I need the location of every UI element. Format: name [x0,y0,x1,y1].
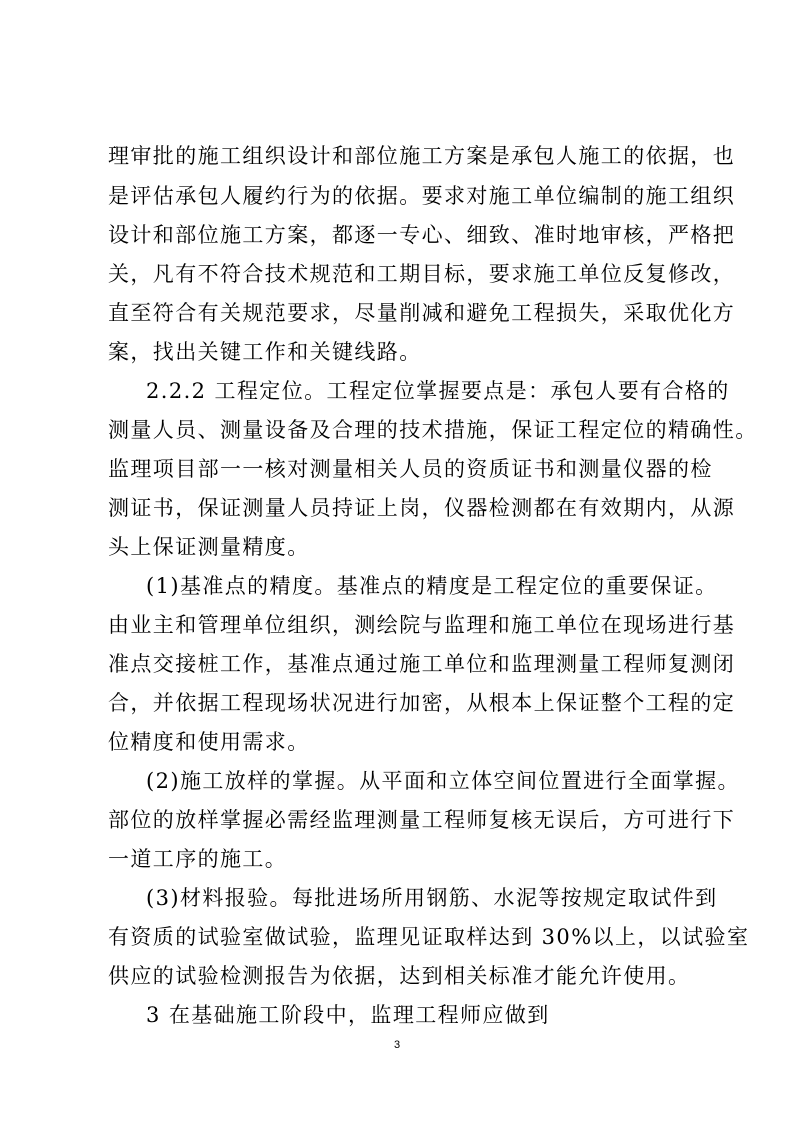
text-line-6: 案，找出关键工作和关键线路。 [108,340,422,364]
text-line-11: 头上保证测量精度。 [108,535,310,559]
item-1-heading: (1)基准点的精度。基准点的精度是工程定位的重要保证。 [146,574,718,598]
text-line-18: 部位的放样掌握必需经监理测量工程师复核无误后，方可进行下 [108,808,736,832]
text-line-10: 测证书，保证测量人员持证上岗，仪器检测都在有效期内，从源 [108,496,736,520]
text-line-13: 由业主和管理单位组织，测绘院与监理和施工单位在现场进行基 [108,613,736,637]
section-heading-3: 3 在基础施工阶段中，监理工程师应做到 [146,1003,550,1027]
text-line-2: 是评估承包人履约行为的依据。要求对施工单位编制的施工组织 [108,184,736,208]
text-line-8: 测量人员、测量设备及合理的技术措施，保证工程定位的精确性。 [108,418,758,442]
text-line-21: 有资质的试验室做试验，监理见证取样达到 30%以上，以试验室 [108,925,750,949]
page-number: 3 [393,1039,401,1051]
text-line-16: 位精度和使用需求。 [108,730,310,754]
text-line-4: 关，凡有不符合技术规范和工期目标，要求施工单位反复修改， [108,262,736,286]
text-line-22: 供应的试验检测报告为依据，达到相关标准才能允许使用。 [108,964,691,988]
text-line-1: 理审批的施工组织设计和部位施工方案是承包人施工的依据，也 [108,144,736,168]
text-line-14: 准点交接桩工作，基准点通过施工单位和监理测量工程师复测闭 [108,652,736,676]
text-line-3: 设计和部位施工方案，都逐一专心、细致、准时地审核，严格把 [108,223,736,247]
section-heading-2-2-2: 2.2.2 工程定位。工程定位掌握要点是：承包人要有合格的 [146,379,730,403]
text-line-19: 一道工序的施工。 [108,847,288,871]
text-line-15: 合，并依据工程现场状况进行加密，从根本上保证整个工程的定 [108,691,736,715]
item-3-heading: (3)材料报验。每批进场所用钢筋、水泥等按规定取试件到 [146,886,718,910]
text-line-5: 直至符合有关规范要求，尽量削减和避免工程损失，采取优化方 [108,301,736,325]
text-line-9: 监理项目部一一核对测量相关人员的资质证书和测量仪器的检 [108,457,713,481]
item-2-heading: (2)施工放样的掌握。从平面和立体空间位置进行全面掌握。 [146,769,740,793]
